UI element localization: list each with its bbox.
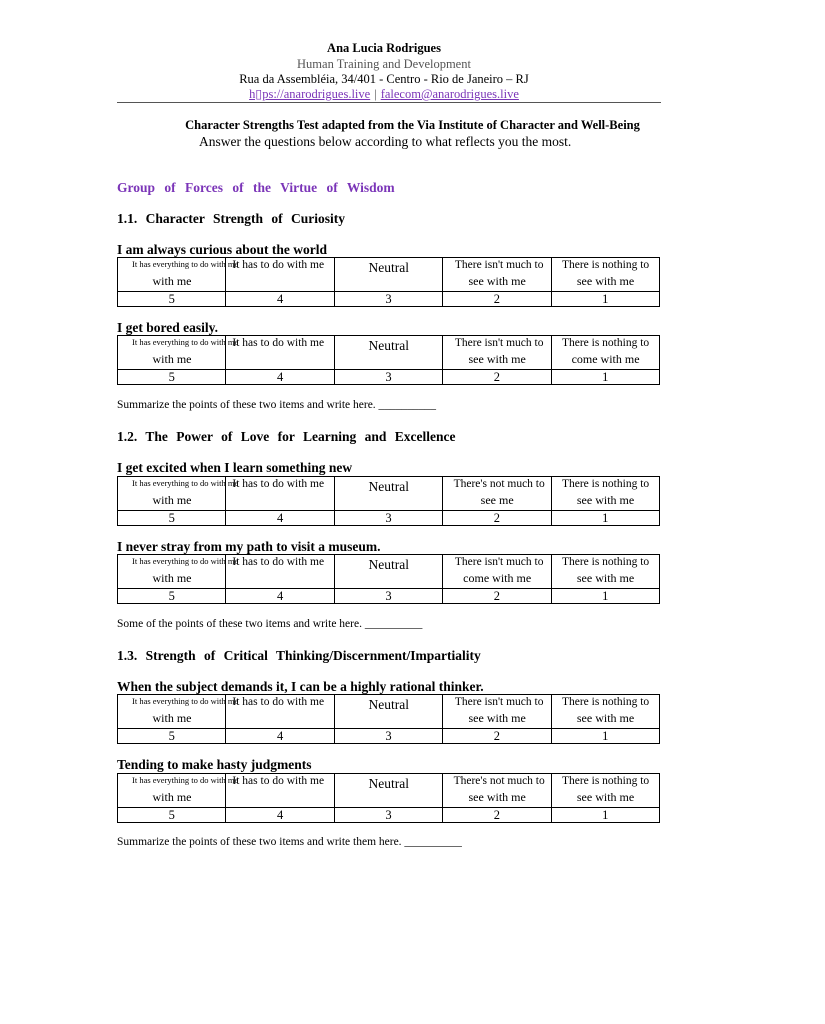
option-label-2[interactable] (443, 258, 551, 292)
option-label-1[interactable] (551, 555, 659, 589)
website-link[interactable]: h▯ps://anarodrigues.live (249, 87, 371, 101)
option-label-text: see with me (576, 493, 635, 507)
option-label-text: There isn't much to (454, 556, 544, 568)
score-cell[interactable]: 3 (334, 292, 442, 307)
option-label-text: There is nothing to (561, 337, 650, 349)
score-cell[interactable]: 5 (118, 729, 226, 744)
option-label-text: It has to do with me (232, 696, 325, 708)
option-label-text: Neutral (368, 697, 410, 712)
option-label-text: It has everything to do with me (132, 478, 239, 488)
score-cell[interactable]: 5 (118, 511, 226, 526)
option-label-text: Neutral (368, 776, 410, 791)
header-divider (117, 102, 661, 103)
author-address: Rua da Assembléia, 34/401 - Centro - Rio de Janeiro – RJ (239, 72, 529, 86)
option-label-text: with me (152, 493, 192, 507)
score-cell[interactable]: 1 (551, 511, 659, 526)
option-label-text: see with me (576, 711, 635, 725)
option-label-2[interactable] (443, 477, 551, 511)
group-heading: Group of Forces of the Virtue of Wisdom (117, 180, 395, 195)
option-label-3[interactable] (334, 258, 442, 292)
rating-table (117, 257, 660, 307)
score-cell[interactable]: 4 (226, 370, 334, 385)
option-label-2[interactable] (443, 336, 551, 370)
option-label-1[interactable] (551, 774, 659, 808)
option-label-text: see with me (576, 274, 635, 288)
section-heading: 1.3. Strength of Critical Thinking/Discernment/Impartiality (117, 648, 481, 663)
author-name: Ana Lucia Rodrigues (327, 41, 441, 55)
option-label-1[interactable] (551, 336, 659, 370)
option-label-4[interactable] (226, 258, 334, 292)
author-subtitle: Human Training and Development (297, 57, 471, 71)
option-label-text: see with me (576, 571, 635, 585)
option-label-2[interactable] (443, 555, 551, 589)
option-label-3[interactable] (334, 555, 442, 589)
contact-links (0, 86, 768, 102)
score-cell[interactable]: 1 (551, 729, 659, 744)
option-label-5[interactable] (118, 555, 239, 589)
score-cell[interactable]: 5 (118, 808, 226, 823)
question-text: I am always curious about the world (117, 242, 328, 257)
rating-table (117, 335, 660, 385)
score-cell[interactable]: 3 (334, 729, 442, 744)
score-cell[interactable]: 5 (118, 292, 226, 307)
option-label-text: with me (152, 790, 192, 804)
option-label-text: It has everything to do with me (132, 337, 239, 347)
option-label-5[interactable] (118, 477, 239, 511)
rating-table (117, 694, 660, 744)
score-cell[interactable]: 5 (118, 589, 226, 604)
question-text: I never stray from my path to visit a museum. (117, 539, 381, 554)
question-text: When the subject demands it, I can be a highly rational thinker. (117, 679, 484, 694)
option-label-text: There is nothing to (561, 775, 650, 787)
section-heading: 1.1. Character Strength of Curiosity (117, 211, 345, 226)
option-label-3[interactable] (334, 477, 442, 511)
option-label-text: with me (152, 352, 192, 366)
question-text: I get bored easily. (117, 320, 218, 335)
score-cell[interactable]: 4 (226, 511, 334, 526)
option-label-text: There isn't much to (454, 696, 544, 708)
score-cell[interactable]: 1 (551, 808, 659, 823)
summary-instruction: Summarize the points of these two items and write them here. __________ (117, 836, 462, 848)
option-label-text: Neutral (368, 260, 410, 275)
option-label-3[interactable] (334, 336, 442, 370)
score-cell[interactable]: 3 (334, 808, 442, 823)
option-label-text: There is nothing to (561, 478, 650, 490)
summary-instruction: Some of the points of these two items and write here. __________ (117, 618, 423, 630)
option-label-text: It has to do with me (232, 259, 325, 271)
option-label-text: see with me (468, 790, 526, 804)
score-cell[interactable]: 1 (551, 292, 659, 307)
option-label-text: There's not much to (453, 775, 545, 787)
score-cell[interactable]: 2 (443, 808, 551, 823)
option-label-text: see with me (468, 352, 526, 366)
score-cell[interactable]: 4 (226, 729, 334, 744)
option-label-text: It has everything to do with me (132, 556, 239, 566)
option-label-3[interactable] (334, 774, 442, 808)
score-cell[interactable]: 3 (334, 589, 442, 604)
score-cell[interactable]: 1 (551, 370, 659, 385)
option-label-text: It has to do with me (232, 478, 325, 490)
option-label-4[interactable] (226, 555, 334, 589)
option-label-text: with me (152, 571, 192, 585)
question-text: Tending to make hasty judgments (117, 757, 312, 772)
option-label-text: There isn't much to (454, 337, 544, 349)
option-label-text: There is nothing to (561, 259, 650, 271)
option-label-text: It has everything to do with me (132, 259, 239, 269)
rating-table (117, 476, 660, 526)
option-label-text: with me (152, 711, 192, 725)
option-label-text: It has to do with me (232, 775, 325, 787)
score-cell[interactable]: 3 (334, 370, 442, 385)
summary-instruction: Summarize the points of these two items and write here. __________ (117, 399, 437, 411)
option-label-4[interactable] (226, 336, 334, 370)
option-label-4[interactable] (226, 695, 334, 729)
option-label-text: There is nothing to (561, 696, 650, 708)
section-heading: 1.2. The Power of Love for Learning and Excellence (117, 429, 456, 444)
rating-table (117, 773, 660, 823)
score-cell[interactable]: 1 (551, 589, 659, 604)
score-cell[interactable]: 4 (226, 808, 334, 823)
score-cell[interactable]: 5 (118, 370, 226, 385)
email-link[interactable]: falecom@anarodrigues.live (380, 87, 519, 101)
option-label-1[interactable] (551, 695, 659, 729)
option-label-text: It has everything to do with me (132, 775, 239, 785)
option-label-text: see with me (468, 274, 526, 288)
option-label-2[interactable] (443, 695, 551, 729)
option-label-text: Neutral (368, 557, 410, 572)
option-label-text: with me (152, 274, 192, 288)
option-label-3[interactable] (334, 695, 442, 729)
score-cell[interactable]: 4 (226, 292, 334, 307)
rating-table (117, 554, 660, 604)
option-label-2[interactable] (443, 774, 551, 808)
score-cell[interactable]: 2 (443, 370, 551, 385)
option-label-5[interactable] (118, 774, 239, 808)
option-label-5[interactable] (118, 336, 239, 370)
option-label-4[interactable] (226, 477, 334, 511)
option-label-text: come with me (571, 352, 640, 366)
option-label-text: Neutral (368, 338, 410, 353)
question-text: I get excited when I learn something new (117, 460, 353, 475)
option-label-text: It has to do with me (232, 556, 325, 568)
option-label-text: see with me (468, 711, 526, 725)
option-label-5[interactable] (118, 695, 239, 729)
option-label-1[interactable] (551, 258, 659, 292)
option-label-text: There is nothing to (561, 556, 650, 568)
option-label-text: see with me (576, 790, 635, 804)
option-label-text: There isn't much to (454, 259, 544, 271)
option-label-text: It has to do with me (232, 337, 325, 349)
option-label-5[interactable] (118, 258, 239, 292)
option-label-1[interactable] (551, 477, 659, 511)
score-cell[interactable]: 2 (443, 589, 551, 604)
document-subtitle: Answer the questions below according to what reflects you the most. (199, 134, 572, 149)
score-cell[interactable]: 2 (443, 729, 551, 744)
option-label-text: come with me (463, 571, 532, 585)
option-label-4[interactable] (226, 774, 334, 808)
option-label-text: see me (480, 493, 514, 507)
score-cell[interactable]: 4 (226, 589, 334, 604)
score-cell[interactable]: 2 (443, 511, 551, 526)
link-separator: | (374, 87, 377, 101)
option-label-text: Neutral (368, 479, 410, 494)
score-cell[interactable]: 3 (334, 511, 442, 526)
option-label-text: There's not much to (453, 478, 545, 490)
score-cell[interactable]: 2 (443, 292, 551, 307)
option-label-text: It has everything to do with me (132, 696, 239, 706)
document-title: Character Strengths Test adapted from the Via Institute of Character and Well-Being (185, 118, 640, 132)
